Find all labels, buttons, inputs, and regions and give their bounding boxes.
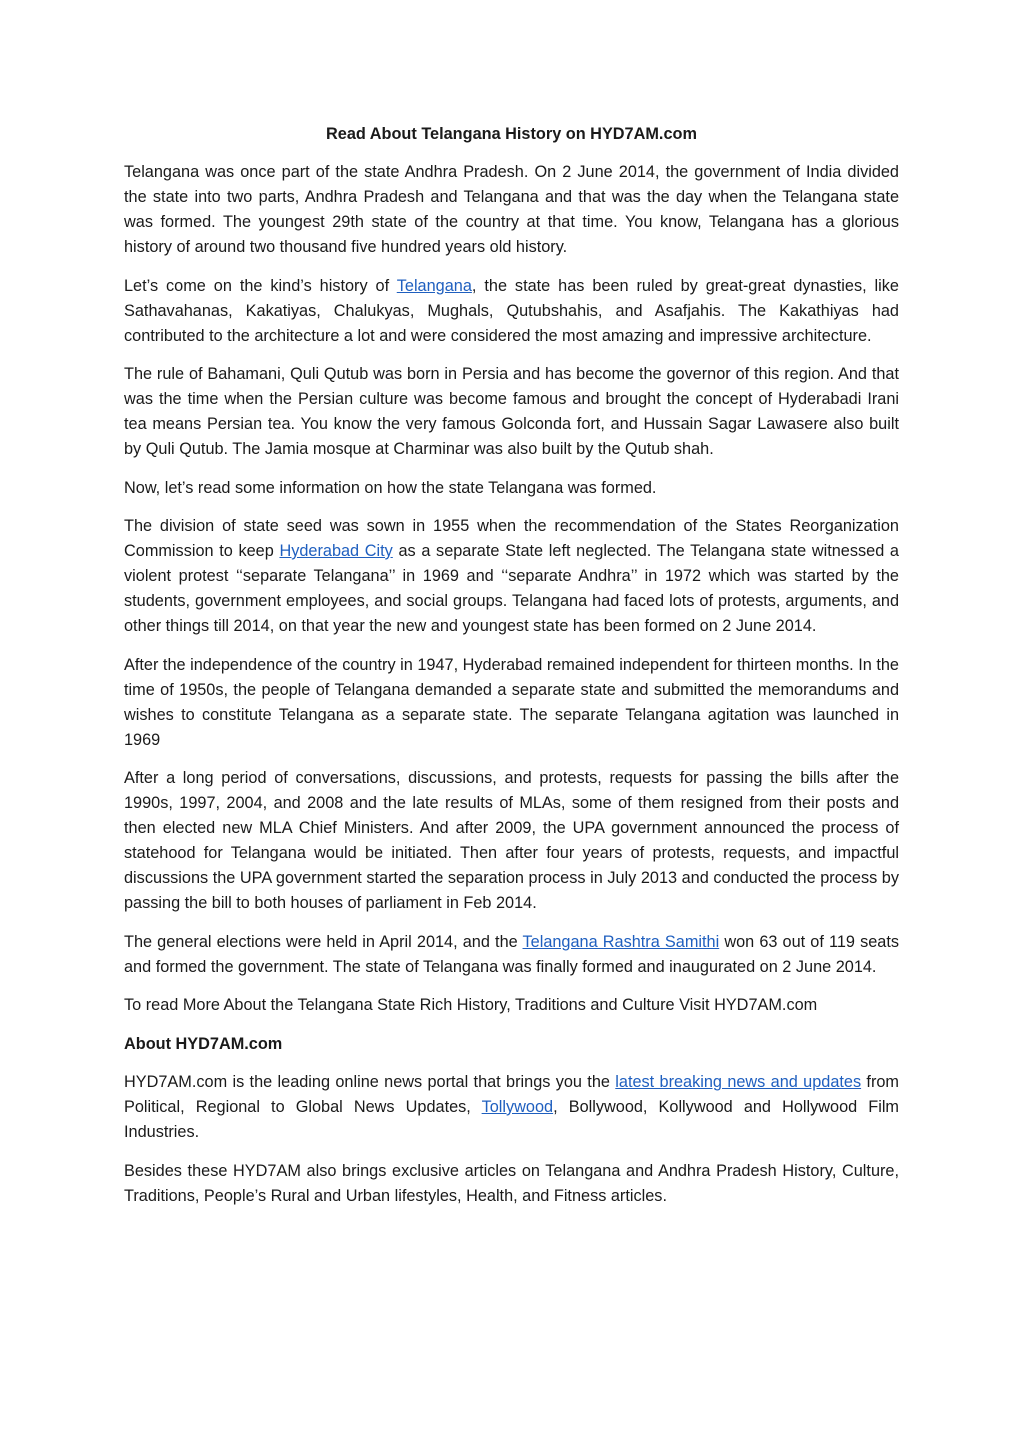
- paragraph-about: [124, 1070, 899, 1145]
- about-heading: About HYD7AM.com: [124, 1034, 283, 1053]
- paragraph-text: , Bollywood, Kollywood and Hollywood Film Industries.: [124, 1098, 899, 1141]
- breaking-news-link[interactable]: latest breaking news and updates: [615, 1073, 862, 1091]
- paragraph-bahamani: The rule of Bahamani, Quli Qutub was born in Persia and has become the governor of this region. And that was the time when the Persian culture was become famous and brought the concept of Hyderabadi Irani tea means Persian tea. You know the very famous Golconda fort, and Hussain Sagar Lawasere also built by Quli Qutub. The Jamia mosque at Charminar was also built by the Qutub shah.: [124, 365, 899, 458]
- paragraph-text: won 63 out of 119 seats and formed the government. The state of Telangana was finally formed and inaugurated on 2 June 2014.: [124, 932, 899, 976]
- paragraph-intro: Telangana was once part of the state Andhra Pradesh. On 2 June 2014, the government of India divided the state into two parts, Andhra Pradesh and Telangana and that was the day when the Telangana state was formed. The youngest 29th state of the country at that time. You know, Telangana has a glorious history of around two thousand five hundred years old history.: [124, 163, 899, 256]
- paragraph-text: Let’s come on the kind’s history of: [124, 276, 397, 295]
- document-body: [124, 122, 899, 1222]
- paragraph-statehood: After a long period of conversations, discussions, and protests, requests for passing the bills after the 1990s, 1997, 2004, and 2008 and the late results of MLAs, some of them resigned from their posts and then elected new MLA Chief Ministers. And after 2009, the UPA government announced the process of statehood for Telangana would be initiated. Then after four years of protests, requests, and impactful discussions the UPA government started the separation process in July 2013 and conducted the process by passing the bill to both houses of parliament in Feb 2014.: [124, 769, 899, 912]
- page-title: Read About Telangana History on HYD7AM.com: [326, 125, 697, 143]
- paragraph-formation-intro: Now, let’s read some information on how the state Telangana was formed.: [124, 478, 657, 497]
- paragraph-dynasties: [124, 274, 899, 349]
- telangana-link[interactable]: Telangana: [396, 276, 472, 295]
- paragraph-text: , the state has been ruled by great-great dynasties, like Sathavahanas, Kakatiyas, Chalukyas, Mughals, Qutubshahis, and Asafjahis. The Kakathiyas had contributed to the architecture a lot and were considered the most amazing and impressive architecture.: [124, 276, 899, 345]
- paragraph-text: from Political, Regional to Global News Updates,: [124, 1073, 899, 1116]
- paragraph-text: HYD7AM.com is the leading online news portal that brings you the: [124, 1073, 616, 1091]
- trs-link[interactable]: Telangana Rashtra Samithi: [522, 932, 720, 951]
- paragraph-elections: [124, 930, 899, 980]
- paragraph-division: [124, 514, 899, 639]
- hyderabad-city-link[interactable]: Hyderabad City: [279, 542, 393, 560]
- paragraph-text: The division of state seed was sown in 1955 when the recommendation of the States Reorganization Commission to keep: [124, 517, 899, 560]
- tollywood-link[interactable]: Tollywood: [481, 1098, 554, 1116]
- paragraph-independence: After the independence of the country in 1947, Hyderabad remained independent for thirteen months. In the time of 1950s, the people of Telangana demanded a separate state and submitted the memorandums and wishes to constitute Telangana as a separate state. The separate Telangana agitation was launched in 1969: [124, 655, 899, 749]
- paragraph-text: as a separate State left neglected. The Telangana state witnessed a violent protest ‘‘separate Telangana’’ in 1969 and ‘‘separate Andhra’’ in 1972 which was started by the students, government employees, and social groups. Telangana had faced lots of protests, arguments, and other things till 2014, on that year the new and youngest state has been formed on 2 June 2014.: [124, 542, 899, 635]
- paragraph-read-more: To read More About the Telangana State Rich History, Traditions and Culture Visit HYD7AM.com: [124, 996, 818, 1014]
- paragraph-text: The general elections were held in April 2014, and the: [124, 932, 523, 951]
- paragraph-besides: Besides these HYD7AM also brings exclusive articles on Telangana and Andhra Pradesh History, Culture, Traditions, People’s Rural and Urban lifestyles, Health, and Fitness articles.: [124, 1161, 899, 1205]
